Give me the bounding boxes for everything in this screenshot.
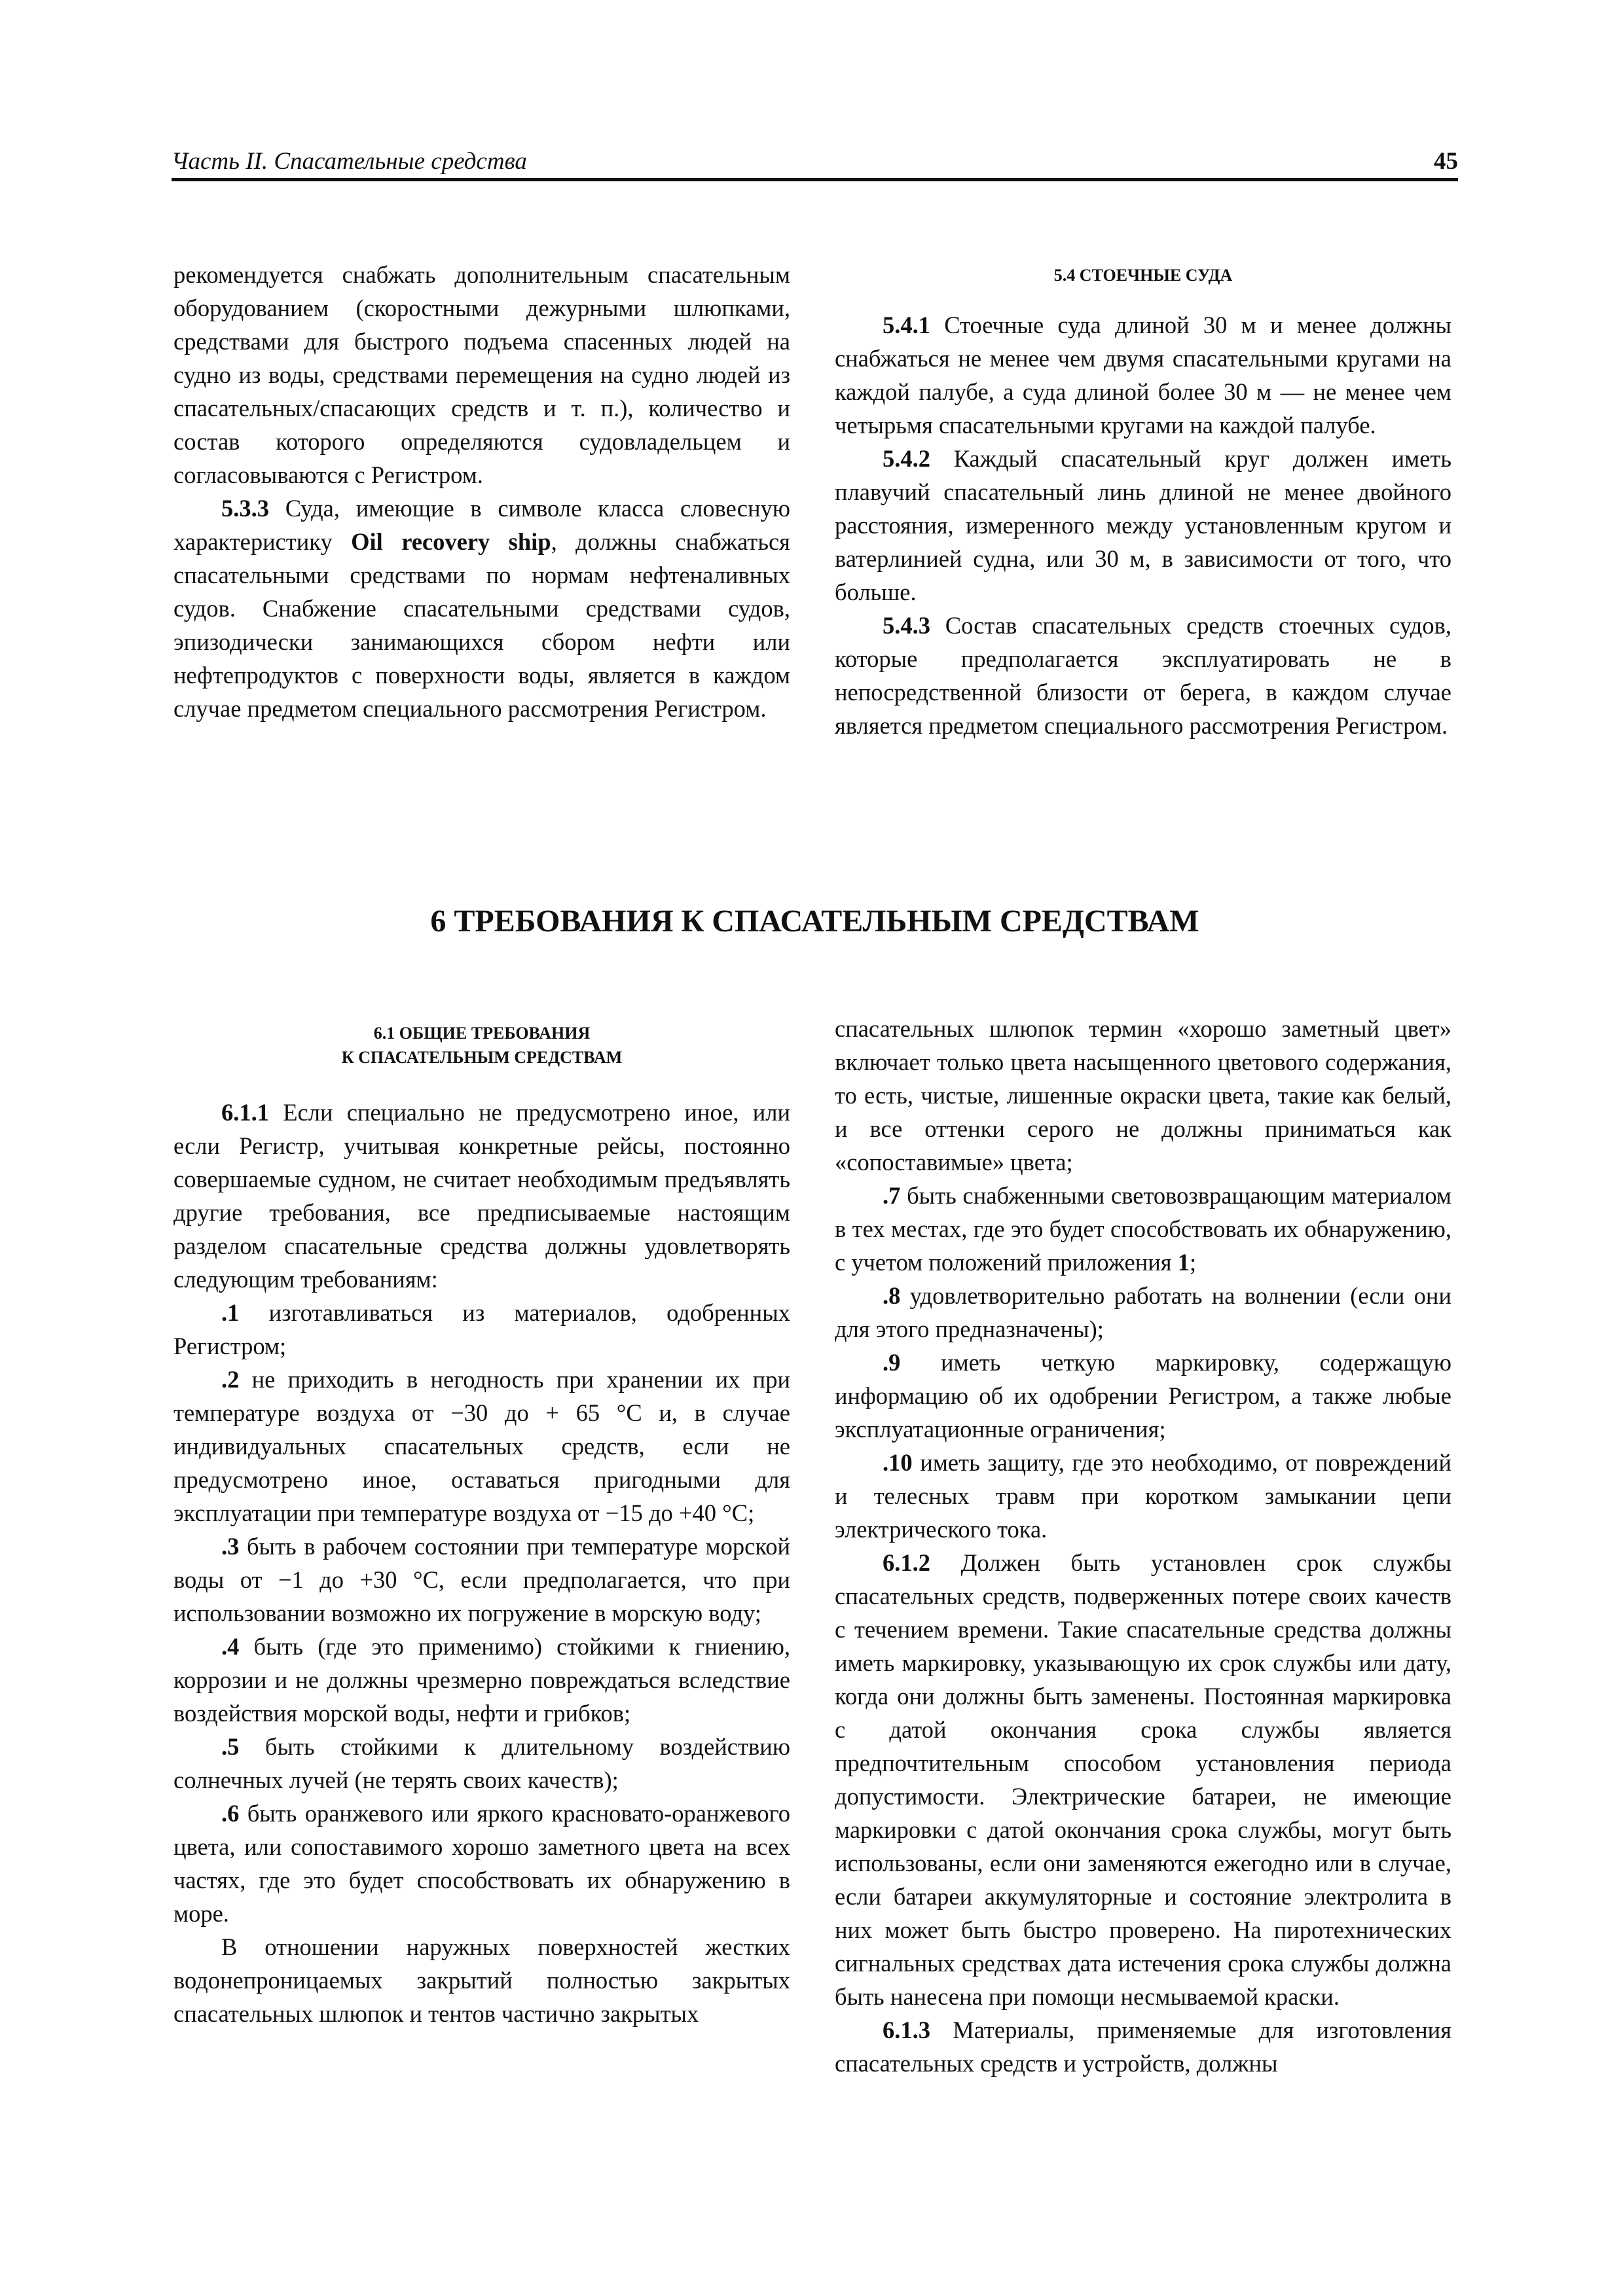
list-item: .8 удовлетворительно работать на волнении (если они для этого предназначены); xyxy=(835,1282,1451,1342)
clause-number: 5.3.3 xyxy=(221,495,269,522)
list-item: .3 быть в рабочем состоянии при температуре морской воды от −1 до +30 °С, если предполагается, что при использовании возможно их погружение в морскую воду; xyxy=(173,1533,790,1626)
paragraph-5-4-3: 5.4.3 Состав спасательных средств стоечных судов, которые предполагается эксплуатировать не в непосредственной близости от берега, в каждом случае является предметом специального рассмотрения Регистром. xyxy=(835,612,1451,739)
list-item: .1 изготавливаться из материалов, одобренных Регистром; xyxy=(173,1299,790,1359)
list-item: .5 быть стойкими к длительному воздействию солнечных лучей (не терять своих качеств); xyxy=(173,1733,790,1793)
list-item: .7 быть снабженными световозвращающим материалом в тех местах, где это будет способствовать их обнаружению, с учетом положений приложения 1; xyxy=(835,1182,1451,1276)
paragraph-continuation: рекомендуется снабжать дополнительным спасательным оборудованием (скоростными дежурными шлюпками, средствами для быстрого подъема спасенных людей на судно из воды, средствами перемещения на судно людей из спасательных/спасающих средств и т. п.), количество и состав которого определяются судовладельцем и согласовываются с Регистром. xyxy=(173,261,790,488)
list-item: .4 быть (где это применимо) стойкими к гниению, коррозии и не должны чрезмерно повреждаться вследствие воздействия морской воды, нефти и грибков; xyxy=(173,1633,790,1727)
right-column-top xyxy=(835,259,1451,742)
page-header xyxy=(172,145,1458,181)
list-item: .10 иметь защиту, где это необходимо, от повреждений и телесных травм при коротком замыкании цепи электрического тока. xyxy=(835,1449,1451,1543)
list-item: .2 не приходить в негодность при хранении их при температуре воздуха от −30 до + 65 °С и, в случае индивидуальных спасательных средств, если не предусмотрено иное, оставаться пригодными для эксплуатации при температуре воздуха от −15 до +40 °С; xyxy=(173,1366,790,1526)
paragraph-6-1-3: 6.1.3 Материалы, применяемые для изготовления спасательных средств и устройств, должны xyxy=(835,2017,1451,2077)
paragraph: В отношении наружных поверхностей жестких водонепроницаемых закрытий полностью закрытых спасательных шлюпок и тентов частично закрытых xyxy=(173,1933,790,2027)
paragraph-5-3-3: 5.3.3 Суда, имеющие в символе класса словесную характеристику Oil recovery ship, должны снабжаться спасательными средствами по нормам нефтеналивных судов. Снабжение спасательными средствами судов, эпизодически занимающихся сбором нефти или нефтепродуктов с поверхности воды, является в каждом случае предметом специального рассмотрения Регистром. xyxy=(173,495,790,722)
paragraph-6-1-1: 6.1.1 Если специально не предусмотрено иное, или если Регистр, учитывая конкретные рейсы, постоянно совершаемые судном, не считает необходимым предъявлять другие требования, все предписываемые настоящим разделом спасательные средства должны удовлетворять следующим требованиям: xyxy=(173,1099,790,1293)
subsection-heading-6-1: 6.1 ОБЩИЕ ТРЕБОВАНИЯ К СПАСАТЕЛЬНЫМ СРЕДСТВАМ xyxy=(341,1024,623,1067)
paragraph-continuation: спасательных шлюпок термин «хорошо заметный цвет» включает только цвета насыщенного цветового содержания, то есть, чистые, лишенные окраски цвета, такие как белый, и все оттенки серого не должны приниматься как «сопоставимые» цвета; xyxy=(835,1015,1451,1175)
term-oil-recovery-ship: Oil recovery ship xyxy=(351,528,551,555)
section-title: 6 ТРЕБОВАНИЯ К СПАСАТЕЛЬНЫМ СРЕДСТВАМ xyxy=(430,904,1199,939)
subsection-heading-5-4: 5.4 СТОЕЧНЫЕ СУДА xyxy=(1053,266,1233,285)
list-item: .6 быть оранжевого или яркого красновато-оранжевого цвета, или сопоставимого хорошо заметного цвета на всех частях, где это будет способствовать их обнаружению в море. xyxy=(173,1800,790,1927)
running-title: Часть II. Спасательные средства xyxy=(172,148,527,175)
right-column-bottom xyxy=(835,1012,1451,2080)
left-column-bottom xyxy=(173,1021,790,2030)
paragraph-6-1-2: 6.1.2 Должен быть установлен срок службы спасательных средств, подверженных потере своих качеств с течением времени. Такие спасательные средства должны иметь маркировку, указывающую их срок службы или дату, когда они должны быть заменены. Постоянная маркировка с датой окончания срока службы является предпочтительным способом установления периода допустимости. Электрические батареи, не имеющие маркировки с датой окончания срока службы, могут быть использованы, если они заменяются ежегодно или в случае, если батареи аккумуляторные и состояние электролита в них может быть быстро проверено. На пиротехнических сигнальных средствах дата истечения срока службы должна быть нанесена при помощи несмываемой краски. xyxy=(835,1549,1451,2010)
list-item: .9 иметь четкую маркировку, содержащую информацию об их одобрении Регистром, а также любые эксплуатационные ограничения; xyxy=(835,1349,1451,1443)
paragraph-5-4-1: 5.4.1 Стоечные суда длиной 30 м и менее должны снабжаться не менее чем двумя спасательными кругами на каждой палубе, а суда длиной более 30 м — не менее чем четырьмя спасательными кругами на каждой палубе. xyxy=(835,312,1451,439)
left-column-top xyxy=(173,258,790,725)
page-number: 45 xyxy=(1434,148,1458,175)
paragraph-5-4-2: 5.4.2 Каждый спасательный круг должен иметь плавучий спасательный линь длиной не менее двойного расстояния, измеренного между установленным кругом и ватерлинией судна, или 30 м, в зависимости от того, что больше. xyxy=(835,445,1451,605)
